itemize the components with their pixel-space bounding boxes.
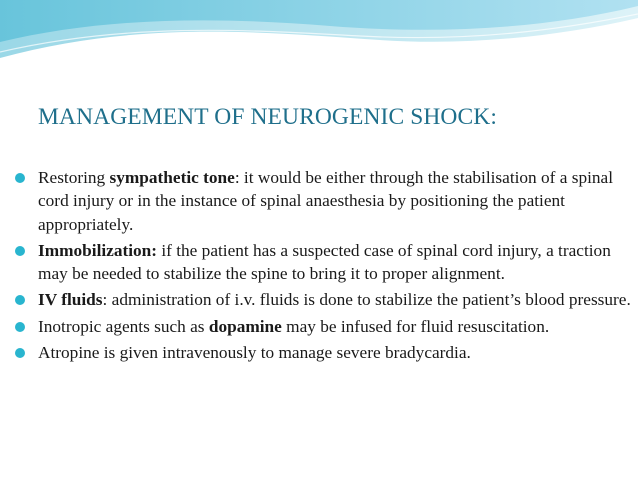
- bullet-bold-text: Immobilization:: [38, 240, 158, 260]
- slide-title: MANAGEMENT OF NEUROGENIC SHOCK:: [38, 104, 497, 130]
- bullet-bold-text: IV fluids: [38, 290, 103, 310]
- bullet-item: [14, 166, 634, 236]
- bullet-item: [14, 239, 634, 286]
- bullet-text: : administration of i.v. fluids is done to stabilize the patient’s blood pressure.: [102, 290, 631, 310]
- bullet-dot-icon: [15, 322, 25, 332]
- bullet-text: Atropine is given intravenously to manage severe bradycardia.: [38, 343, 471, 363]
- bullet-text: Restoring: [38, 168, 110, 187]
- bullet-item: [14, 315, 634, 338]
- bullet-dot-icon: [15, 246, 25, 256]
- decorative-wave-header: [0, 0, 638, 80]
- bullet-bold-text: dopamine: [208, 316, 282, 336]
- bullet-dot-icon: [15, 173, 25, 183]
- bullet-text: if the patient has a suspected case of spinal cord injury, a traction may be needed to stabilize the spine to bring it to proper alignment.: [38, 240, 611, 284]
- bullet-text: Inotropic agents such as: [38, 316, 209, 336]
- bullet-item: [14, 288, 634, 311]
- bullet-text: : it would be either through the stabilisation of a spinal cord injury or in the instance of spinal anaesthesia by positioning the patient appropriately.: [38, 168, 614, 234]
- bullet-bold-text: sympathetic tone: [109, 168, 235, 187]
- bullet-list: [14, 166, 634, 367]
- bullet-dot-icon: [15, 348, 25, 358]
- bullet-text: may be infused for fluid resuscitation.: [281, 316, 550, 336]
- bullet-item: [14, 341, 634, 364]
- bullet-dot-icon: [15, 295, 25, 305]
